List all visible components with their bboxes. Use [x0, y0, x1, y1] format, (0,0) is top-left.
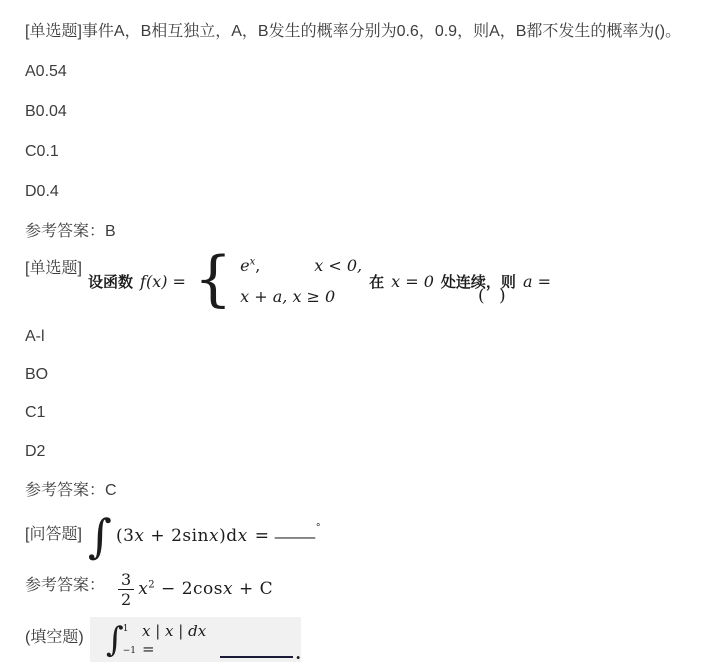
q3-integrand — [116, 526, 248, 546]
q2-case2-expr: x + a, x ≥ 0 — [240, 287, 336, 306]
answer-blank-underline — [220, 646, 293, 658]
q3-ans-mid: − 2cos — [155, 579, 224, 599]
q2-case-2 — [240, 287, 362, 306]
q3-tok3: )d — [219, 526, 238, 546]
q3-ans-var2: x — [223, 579, 234, 599]
q1-option-a: A0.54 — [25, 63, 67, 80]
integral-sign: ∫ — [88, 509, 112, 563]
fraction-denominator: 2 — [121, 589, 132, 609]
integral-sign: ∫ — [106, 619, 124, 660]
fraction-three-halves — [118, 571, 134, 608]
q3-answer-expr — [138, 579, 273, 599]
q3-var1: x — [134, 526, 145, 546]
q3-full-stop: ° — [315, 522, 321, 534]
q2-case1-condition: x < 0, — [314, 256, 363, 275]
q2-option-c: C1 — [25, 404, 46, 421]
fraction-numerator: 3 — [118, 571, 134, 590]
q2-function-notation: f(x) = — [140, 271, 186, 291]
q3-blank-dash: ——— — [273, 526, 313, 546]
q2-case1-exponent: x — [249, 256, 256, 268]
q2-reference-answer: 参考答案：C — [25, 482, 117, 499]
q2-answer-parentheses: ( ) — [478, 286, 506, 306]
q2-case1-comma: , — [255, 256, 261, 275]
q4-period: . — [295, 644, 301, 662]
integral-upper-limit: 1 — [122, 623, 129, 634]
q1-option-d: D0.4 — [25, 183, 59, 200]
q4-type-label: (填空题) — [25, 629, 84, 646]
q2-option-b: BO — [25, 366, 49, 383]
definite-integral — [106, 619, 136, 660]
q2-case1-expr — [240, 256, 260, 275]
q3-tok1: (3 — [115, 526, 135, 546]
q3-ans-var: x — [138, 579, 149, 599]
q2-mid-text-2: 处连续，则 — [440, 272, 516, 291]
q1-question: [单选题]事件A，B相互独立，A，B发生的概率分别为0.6，0.9，则A，B都不发生的概率为()。 — [25, 23, 682, 40]
q1-option-c: C0.1 — [25, 143, 59, 160]
q3-type-label: [问答题] — [25, 526, 82, 543]
q3-equals: = — [254, 526, 269, 546]
q1-option-b: B0.04 — [25, 103, 67, 120]
q3-formula — [88, 510, 320, 562]
q3-var3: x — [237, 526, 248, 546]
q1-reference-answer: 参考答案：B — [25, 223, 116, 240]
q2-option-a: A-l — [25, 328, 45, 345]
q4-formula-highlight-box — [90, 617, 301, 662]
q3-answer-formula — [118, 564, 273, 614]
q3-ans-exponent: 2 — [148, 579, 156, 591]
q2-unknown: a = — [522, 271, 551, 291]
q2-intro-text: 设函数 — [88, 272, 134, 291]
q2-case1-base: e — [240, 256, 250, 275]
q3-var2: x — [209, 526, 220, 546]
q3-tok2: + 2sin — [144, 526, 209, 546]
q2-type-label: [单选题] — [25, 260, 82, 277]
q2-piecewise-cases — [240, 256, 362, 306]
q3-ans-tail: + C — [233, 579, 274, 599]
q2-continuity-point: x = 0 — [391, 271, 434, 291]
q4-blank-area — [220, 644, 301, 662]
integral-limits — [123, 624, 136, 656]
q2-case-1 — [240, 256, 362, 275]
curly-brace: { — [193, 244, 233, 314]
q2-mid-text-1: 在 — [369, 272, 385, 291]
q4-integrand: x | x | dx = — [142, 621, 207, 658]
q2-option-d: D2 — [25, 443, 46, 460]
q3-reference-answer-label: 参考答案： — [25, 577, 106, 594]
integral-lower-limit: −1 — [122, 645, 136, 656]
